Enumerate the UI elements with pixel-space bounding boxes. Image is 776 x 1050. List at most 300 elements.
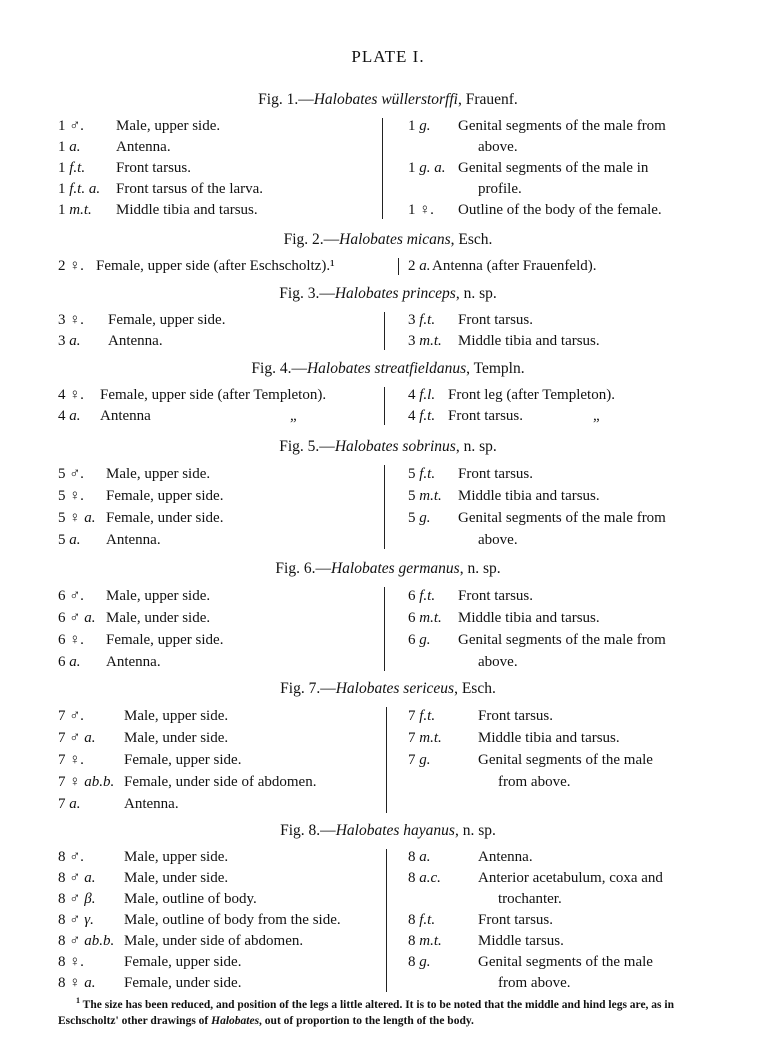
entry-description: Front tarsus. bbox=[478, 912, 553, 928]
entry-description: Genital segments of the male from bbox=[458, 118, 666, 134]
entry-description-continued: above. bbox=[478, 532, 518, 548]
figure-entry bbox=[58, 910, 382, 931]
figure-entry bbox=[58, 771, 382, 793]
entry-abbreviation: m.t. bbox=[419, 730, 442, 746]
entry-ref bbox=[408, 727, 442, 749]
entry-abbreviation: g. bbox=[419, 632, 431, 648]
figure-entry bbox=[408, 931, 726, 952]
entry-ref bbox=[58, 200, 92, 221]
entry-description: Antenna (after Frauenfeld). bbox=[432, 258, 597, 274]
entry-description: Front leg (after Templeton). bbox=[448, 387, 615, 403]
entry-abbreviation: f.t. a. bbox=[69, 181, 101, 197]
entry-description: Antenna. bbox=[106, 654, 161, 670]
entry-ref bbox=[408, 256, 431, 277]
entry-description: Female, under side. bbox=[106, 510, 224, 526]
entry-ref bbox=[408, 200, 434, 221]
entry-ref bbox=[408, 931, 442, 952]
entry-description-continued: from above. bbox=[498, 975, 571, 991]
entry-description: Male, under side. bbox=[124, 730, 229, 746]
entry-abbreviation: ♀. bbox=[69, 312, 85, 328]
entry-abbreviation: g. bbox=[419, 752, 431, 768]
species-name: Halobates germanus bbox=[330, 560, 460, 577]
left-column bbox=[58, 256, 394, 277]
left-column bbox=[58, 847, 382, 994]
entry-description: Female, upper side. bbox=[106, 488, 224, 504]
entry-description: Male, upper side. bbox=[124, 708, 229, 724]
right-column bbox=[408, 585, 726, 673]
species-name: Halobates wüllerstorffi bbox=[313, 91, 458, 108]
entry-number: 3 bbox=[58, 312, 66, 328]
entry-ref bbox=[58, 137, 81, 158]
entry-ref bbox=[408, 952, 431, 973]
entry-number: 8 bbox=[408, 933, 416, 949]
figure-entry bbox=[58, 705, 382, 727]
entry-abbreviation: ♀. bbox=[419, 202, 435, 218]
species-authority: , n. sp. bbox=[455, 285, 497, 302]
entry-ref bbox=[58, 585, 84, 607]
entry-ref bbox=[58, 973, 96, 994]
entry-number: 8 bbox=[58, 975, 66, 991]
right-column bbox=[408, 463, 726, 551]
left-column bbox=[58, 385, 380, 427]
entry-description: Female, upper side. bbox=[108, 312, 226, 328]
entry-number: 8 bbox=[408, 849, 416, 865]
entry-number: 1 bbox=[408, 202, 416, 218]
entry-ref bbox=[58, 485, 84, 507]
entry-description: Antenna. bbox=[124, 796, 179, 812]
entry-description: Female, upper side. bbox=[124, 752, 242, 768]
figure-entry bbox=[58, 116, 378, 137]
right-column bbox=[408, 705, 726, 793]
entry-abbreviation: ♀. bbox=[69, 488, 85, 504]
footnote-genus: Halobates bbox=[211, 1014, 260, 1027]
entry-abbreviation: ♀. bbox=[69, 258, 85, 274]
entry-description: Middle tibia and tarsus. bbox=[458, 610, 600, 626]
entry-abbreviation: m.t. bbox=[419, 333, 442, 349]
entry-number: 4 bbox=[408, 387, 416, 403]
figure-heading bbox=[0, 359, 776, 379]
entry-description: Genital segments of the male in bbox=[458, 160, 649, 176]
entry-number: 6 bbox=[58, 588, 66, 604]
figure-entry bbox=[408, 463, 726, 485]
entry-abbreviation: a. bbox=[69, 333, 81, 349]
entry-continuation bbox=[408, 889, 726, 910]
entry-number: 7 bbox=[408, 708, 416, 724]
entry-description: Middle tibia and tarsus. bbox=[478, 730, 620, 746]
entry-description: Male, under side of abdomen. bbox=[124, 933, 304, 949]
figure-entry bbox=[408, 406, 726, 427]
figure-entry bbox=[58, 200, 378, 221]
entry-abbreviation: ♀. bbox=[69, 632, 85, 648]
entry-ref bbox=[58, 406, 81, 427]
left-column bbox=[58, 463, 380, 551]
entry-description: Genital segments of the male from bbox=[458, 632, 666, 648]
species-authority: , Esch. bbox=[450, 231, 493, 248]
entry-description: Outline of the body of the female. bbox=[458, 202, 662, 218]
entry-ref bbox=[408, 406, 435, 427]
entry-number: 4 bbox=[408, 408, 416, 424]
entry-number: 5 bbox=[408, 488, 416, 504]
entry-description: Front tarsus. bbox=[458, 588, 533, 604]
entry-description-continued: trochanter. bbox=[498, 891, 562, 907]
ditto-mark: „ bbox=[593, 408, 600, 424]
figure-number: Fig. 8.— bbox=[280, 822, 336, 839]
entry-ref bbox=[58, 310, 84, 331]
entry-abbreviation: ♀. bbox=[69, 752, 85, 768]
entry-ref bbox=[58, 793, 81, 815]
entry-abbreviation: a. bbox=[69, 654, 81, 670]
figure-entry bbox=[58, 256, 394, 277]
entry-number: 8 bbox=[408, 870, 416, 886]
entry-ref bbox=[408, 585, 435, 607]
figure-number: Fig. 4.— bbox=[251, 360, 307, 377]
entry-continuation bbox=[408, 137, 726, 158]
figure-entry bbox=[408, 910, 726, 931]
figure-heading bbox=[0, 821, 776, 841]
entry-description: Front tarsus. bbox=[478, 708, 553, 724]
entry-abbreviation: g. bbox=[419, 118, 431, 134]
figure-entry bbox=[408, 310, 726, 331]
entry-ref bbox=[58, 507, 96, 529]
entry-abbreviation: m.t. bbox=[69, 202, 92, 218]
entry-continuation bbox=[408, 179, 726, 200]
entry-number: 7 bbox=[58, 796, 66, 812]
figure-entry bbox=[58, 385, 380, 406]
figure-entry bbox=[408, 485, 726, 507]
right-column bbox=[408, 847, 726, 994]
entry-description: Anterior acetabulum, coxa and bbox=[478, 870, 663, 886]
column-divider bbox=[384, 312, 385, 350]
entry-abbreviation: a.c. bbox=[419, 870, 441, 886]
entry-ref bbox=[408, 310, 435, 331]
figure-entry bbox=[58, 463, 380, 485]
column-divider bbox=[386, 707, 387, 813]
entry-abbreviation: m.t. bbox=[419, 933, 442, 949]
entry-abbreviation: ♂. bbox=[69, 588, 85, 604]
species-authority: , Frauenf. bbox=[457, 91, 518, 108]
entry-ref bbox=[408, 847, 431, 868]
figure-entry bbox=[58, 889, 382, 910]
entry-number: 8 bbox=[58, 933, 66, 949]
species-name: Halobates streatfieldanus bbox=[306, 360, 467, 377]
footnote-text-before: The size has been reduced, and position of the legs a little altered. It is to be noted that the middle and hind legs are, as in Eschscholtz' other drawings of bbox=[58, 998, 674, 1027]
plate-title: PLATE I. bbox=[351, 47, 425, 66]
figure-entry bbox=[58, 749, 382, 771]
entry-description: Middle tibia and tarsus. bbox=[458, 488, 600, 504]
entry-description: Male, outline of body. bbox=[124, 891, 257, 907]
entry-number: 8 bbox=[408, 912, 416, 928]
entry-description: Front tarsus. bbox=[458, 466, 533, 482]
figure-entry bbox=[408, 507, 726, 529]
entry-ref bbox=[408, 607, 442, 629]
figure-entry bbox=[58, 727, 382, 749]
entry-number: 2 bbox=[408, 258, 416, 274]
figure-number: Fig. 5.— bbox=[279, 438, 335, 455]
figure-heading bbox=[0, 559, 776, 579]
entry-description: Genital segments of the male from bbox=[458, 510, 666, 526]
entry-ref bbox=[58, 463, 84, 485]
entry-description: Male, outline of body from the side. bbox=[124, 912, 341, 928]
species-authority: , n. sp. bbox=[459, 560, 501, 577]
left-column bbox=[58, 116, 378, 221]
entry-number: 7 bbox=[58, 708, 66, 724]
entry-ref bbox=[58, 385, 84, 406]
entry-abbreviation: a. bbox=[419, 849, 431, 865]
entry-description: Antenna. bbox=[106, 532, 161, 548]
entry-description: Female, upper side (after Eschscholtz).¹ bbox=[96, 258, 335, 274]
entry-ref bbox=[408, 705, 435, 727]
figure-entry bbox=[58, 868, 382, 889]
entry-description-continued: above. bbox=[478, 654, 518, 670]
figure-entry bbox=[58, 485, 380, 507]
entry-description: Antenna. bbox=[116, 139, 171, 155]
entry-description: Antenna. bbox=[108, 333, 163, 349]
species-name: Halobates sericeus bbox=[335, 680, 455, 697]
entry-continuation bbox=[408, 771, 726, 793]
left-column bbox=[58, 705, 382, 815]
figure-number: Fig. 2.— bbox=[283, 231, 340, 248]
entry-description: Male, upper side. bbox=[124, 849, 229, 865]
entry-ref bbox=[408, 116, 431, 137]
entry-ref bbox=[408, 507, 431, 529]
entry-number: 8 bbox=[58, 870, 66, 886]
entry-number: 8 bbox=[58, 912, 66, 928]
entry-number: 6 bbox=[408, 588, 416, 604]
entry-abbreviation: a. bbox=[69, 532, 81, 548]
column-divider bbox=[384, 465, 385, 549]
entry-number: 8 bbox=[58, 954, 66, 970]
entry-description: Male, under side. bbox=[124, 870, 229, 886]
figure-entry bbox=[58, 952, 382, 973]
figure-number: Fig. 7.— bbox=[280, 680, 336, 697]
entry-abbreviation: ♂ a. bbox=[69, 730, 96, 746]
figure-number: Fig. 3.— bbox=[279, 285, 335, 302]
right-column bbox=[408, 256, 726, 277]
entry-description: Antenna bbox=[100, 408, 151, 424]
figure-entry bbox=[408, 705, 726, 727]
left-column bbox=[58, 585, 380, 673]
entry-abbreviation: ♂ γ. bbox=[69, 912, 94, 928]
entry-abbreviation: ♂ β. bbox=[69, 891, 96, 907]
entry-abbreviation: ♂. bbox=[69, 849, 85, 865]
entry-ref bbox=[58, 116, 84, 137]
entry-ref bbox=[58, 889, 95, 910]
entry-number: 5 bbox=[408, 510, 416, 526]
figure-entry bbox=[58, 629, 380, 651]
entry-continuation bbox=[408, 651, 726, 673]
entry-description: Female, upper side. bbox=[124, 954, 242, 970]
entry-ref bbox=[408, 868, 441, 889]
figure-entry bbox=[58, 793, 382, 815]
figure-entry bbox=[408, 331, 726, 352]
entry-ref bbox=[408, 331, 442, 352]
figure-entry bbox=[408, 256, 726, 277]
entry-number: 6 bbox=[58, 654, 66, 670]
entry-number: 5 bbox=[58, 466, 66, 482]
entry-description: Middle tibia and tarsus. bbox=[116, 202, 258, 218]
figure-entry bbox=[408, 847, 726, 868]
entry-description: Antenna. bbox=[478, 849, 533, 865]
entry-number: 8 bbox=[408, 954, 416, 970]
entry-number: 6 bbox=[58, 632, 66, 648]
entry-abbreviation: ♂ ab.b. bbox=[69, 933, 115, 949]
entry-abbreviation: g. bbox=[419, 954, 431, 970]
column-divider bbox=[386, 849, 387, 992]
entry-description: Male, upper side. bbox=[106, 588, 211, 604]
entry-description-continued: from above. bbox=[498, 774, 571, 790]
entry-abbreviation: g. a. bbox=[419, 160, 446, 176]
entry-description: Front tarsus. bbox=[116, 160, 191, 176]
footnote bbox=[58, 993, 726, 1029]
entry-ref bbox=[58, 931, 114, 952]
entry-ref bbox=[408, 463, 435, 485]
entry-ref bbox=[58, 727, 96, 749]
ditto-mark: „ bbox=[290, 408, 297, 424]
entry-abbreviation: ♂ a. bbox=[69, 610, 96, 626]
entry-description: Front tarsus. bbox=[448, 408, 523, 424]
right-column bbox=[408, 310, 726, 352]
entry-description: Front tarsus. bbox=[458, 312, 533, 328]
entry-number: 1 bbox=[408, 160, 416, 176]
entry-description: Female, upper side. bbox=[106, 632, 224, 648]
entry-ref bbox=[58, 331, 81, 352]
entry-abbreviation: a. bbox=[69, 408, 81, 424]
entry-abbreviation: f.t. bbox=[419, 588, 436, 604]
entry-number: 1 bbox=[58, 118, 66, 134]
figure-entry bbox=[408, 629, 726, 651]
entry-abbreviation: f.l. bbox=[419, 387, 436, 403]
figure-entry bbox=[408, 607, 726, 629]
figure-heading bbox=[0, 90, 776, 110]
entry-ref bbox=[58, 629, 84, 651]
figure-number: Fig. 1.— bbox=[258, 91, 314, 108]
entry-number: 5 bbox=[408, 466, 416, 482]
entry-number: 6 bbox=[408, 632, 416, 648]
entry-abbreviation: f.t. bbox=[419, 466, 436, 482]
figure-entry bbox=[58, 529, 380, 551]
entry-description: Male, under side. bbox=[106, 610, 211, 626]
entry-number: 3 bbox=[408, 333, 416, 349]
entry-abbreviation: a. bbox=[69, 796, 81, 812]
figure-entry bbox=[408, 585, 726, 607]
entry-continuation bbox=[408, 973, 726, 994]
figure-entry bbox=[58, 158, 378, 179]
entry-ref bbox=[58, 158, 85, 179]
entry-description: Female, under side. bbox=[124, 975, 242, 991]
species-name: Halobates princeps bbox=[334, 285, 456, 302]
entry-number: 7 bbox=[58, 730, 66, 746]
entry-abbreviation: f.t. bbox=[419, 312, 436, 328]
species-name: Halobates hayanus bbox=[335, 822, 455, 839]
column-divider bbox=[398, 258, 399, 275]
figure-entry bbox=[58, 179, 378, 200]
entry-ref bbox=[58, 771, 114, 793]
entry-ref bbox=[408, 385, 435, 406]
figure-entry bbox=[58, 651, 380, 673]
entry-abbreviation: f.t. bbox=[419, 708, 436, 724]
entry-ref bbox=[58, 179, 100, 200]
figure-heading bbox=[0, 679, 776, 699]
figure-entry bbox=[408, 749, 726, 771]
figure-entry bbox=[58, 931, 382, 952]
entry-number: 8 bbox=[58, 849, 66, 865]
entry-ref bbox=[408, 749, 431, 771]
entry-number: 6 bbox=[58, 610, 66, 626]
entry-description: Female, under side of abdomen. bbox=[124, 774, 317, 790]
entry-ref bbox=[58, 952, 84, 973]
column-divider bbox=[382, 118, 383, 219]
figure-entry bbox=[58, 607, 380, 629]
column-divider bbox=[384, 387, 385, 425]
entry-number: 3 bbox=[408, 312, 416, 328]
species-name: Halobates micans bbox=[339, 231, 451, 248]
left-column bbox=[58, 310, 380, 352]
entry-description: Genital segments of the male bbox=[478, 954, 653, 970]
entry-abbreviation: ♂ a. bbox=[69, 870, 96, 886]
entry-number: 5 bbox=[58, 532, 66, 548]
entry-abbreviation: a. bbox=[69, 139, 81, 155]
entry-description: Male, upper side. bbox=[106, 466, 211, 482]
entry-number: 1 bbox=[58, 181, 66, 197]
right-column bbox=[408, 385, 726, 427]
entry-abbreviation: f.t. bbox=[419, 912, 436, 928]
entry-abbreviation: m.t. bbox=[419, 488, 442, 504]
entry-ref bbox=[58, 705, 84, 727]
entry-number: 4 bbox=[58, 387, 66, 403]
entry-number: 5 bbox=[58, 488, 66, 504]
species-authority: , n. sp. bbox=[455, 438, 497, 455]
entry-description: Male, upper side. bbox=[116, 118, 221, 134]
entry-number: 6 bbox=[408, 610, 416, 626]
entry-number: 2 bbox=[58, 258, 66, 274]
column-divider bbox=[384, 587, 385, 671]
species-authority: , Templn. bbox=[466, 360, 525, 377]
entry-abbreviation: g. bbox=[419, 510, 431, 526]
entry-ref bbox=[408, 485, 442, 507]
footnote-mark: 1 bbox=[76, 996, 80, 1005]
species-name: Halobates sobrinus bbox=[334, 438, 456, 455]
right-column bbox=[408, 116, 726, 221]
entry-ref bbox=[58, 910, 94, 931]
entry-number: 1 bbox=[58, 160, 66, 176]
figure-entry bbox=[58, 585, 380, 607]
entry-description: Middle tarsus. bbox=[478, 933, 564, 949]
entry-number: 7 bbox=[58, 752, 66, 768]
entry-continuation bbox=[408, 529, 726, 551]
entry-number: 1 bbox=[58, 139, 66, 155]
species-authority: , n. sp. bbox=[454, 822, 496, 839]
entry-ref bbox=[58, 749, 84, 771]
footnote-text-after: , out of proportion to the length of the body. bbox=[259, 1014, 474, 1027]
figure-entry bbox=[58, 406, 380, 427]
figure-heading bbox=[0, 230, 776, 250]
entry-ref bbox=[58, 847, 84, 868]
figure-entry bbox=[408, 727, 726, 749]
entry-description-continued: profile. bbox=[478, 181, 522, 197]
figure-entry bbox=[58, 507, 380, 529]
entry-description-continued: above. bbox=[478, 139, 518, 155]
entry-number: 7 bbox=[58, 774, 66, 790]
entry-ref bbox=[408, 629, 431, 651]
entry-abbreviation: ♂. bbox=[69, 708, 85, 724]
entry-description: Female, upper side (after Templeton). bbox=[100, 387, 327, 403]
entry-number: 7 bbox=[408, 730, 416, 746]
entry-abbreviation: ♀ a. bbox=[69, 975, 96, 991]
entry-abbreviation: ♂. bbox=[69, 466, 85, 482]
entry-number: 3 bbox=[58, 333, 66, 349]
entry-number: 8 bbox=[58, 891, 66, 907]
figure-entry bbox=[58, 310, 380, 331]
